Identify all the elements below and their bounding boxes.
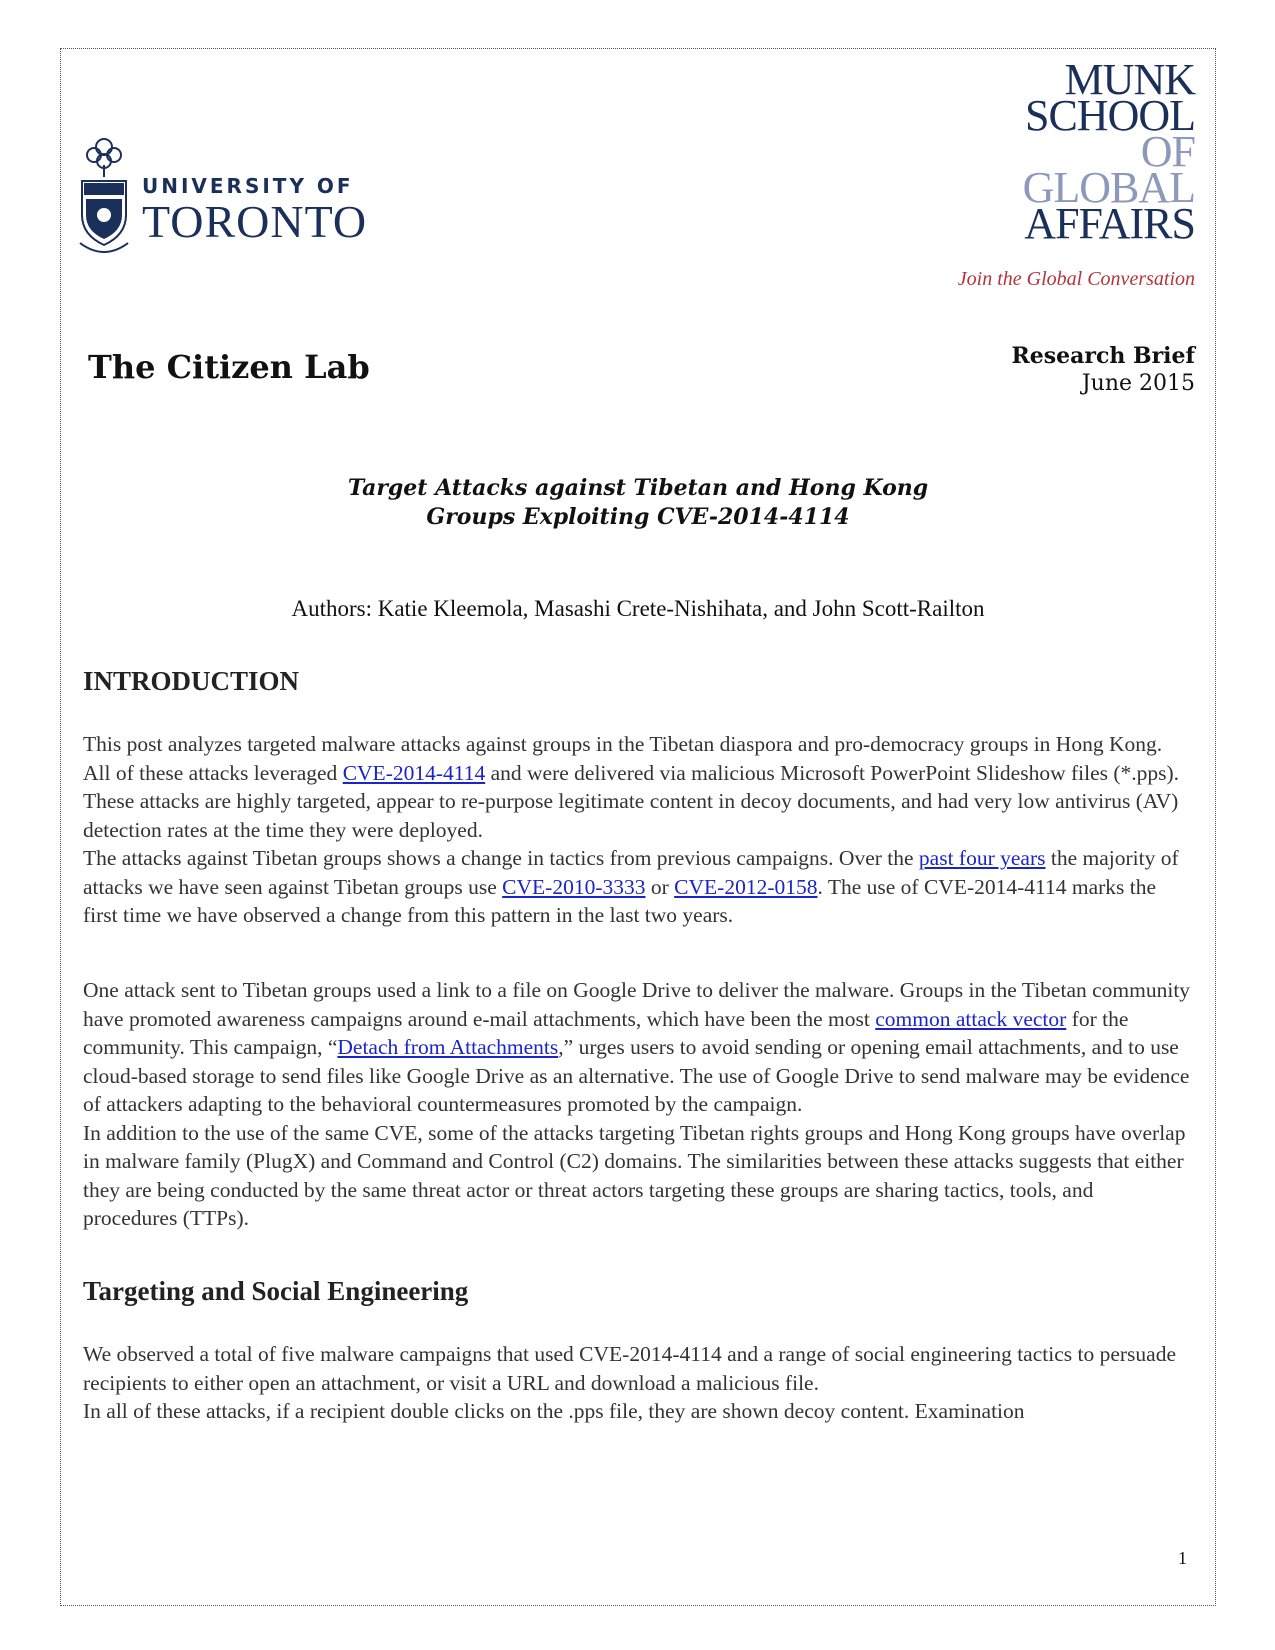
authors: Authors: Katie Kleemola, Masashi Crete-Nishihata, and John Scott-Railton bbox=[291, 596, 985, 621]
brief-label: Research Brief bbox=[1011, 343, 1195, 369]
intro-heading: INTRODUCTION bbox=[83, 666, 300, 696]
p6-text: In all of these attacks, if a recipient double clicks on the .pps file, they are shown decoy content. Examination bbox=[83, 1399, 1025, 1423]
munk-line1: MUNK bbox=[1064, 55, 1195, 104]
p4-text: In addition to the use of the same CVE, some of the attacks targeting Tibetan rights groups and Hong Kong groups have overlap in malware family (PlugX) and Command and Control (C2) domains. The similarities between these attacks suggests that either they are being conducted by the same threat actor or threat actors targeting these groups are sharing tactics, tools, and procedures (TTPs). bbox=[83, 1120, 1186, 1230]
research-brief-block bbox=[1011, 342, 1195, 398]
intro-paragraph-2 bbox=[83, 976, 1193, 1233]
document-title bbox=[60, 474, 1216, 532]
intro-paragraph-1 bbox=[83, 730, 1193, 930]
link-cve-2010-3333[interactable]: CVE-2010-3333 bbox=[502, 874, 646, 899]
uoft-crest-icon bbox=[76, 135, 132, 260]
munk-tagline: Join the Global Conversation bbox=[957, 268, 1195, 290]
uoft-line2: TORONTO bbox=[142, 196, 368, 247]
munk-logo bbox=[1022, 55, 1195, 248]
munk-line5: AFFAIRS bbox=[1024, 199, 1195, 248]
link-cve-2012-0158[interactable]: CVE-2012-0158 bbox=[674, 874, 818, 899]
targeting-heading: Targeting and Social Engineering bbox=[83, 1276, 469, 1306]
link-detach-from-attachments[interactable]: Detach from Attachments bbox=[337, 1035, 559, 1059]
targeting-paragraph bbox=[83, 1340, 1193, 1426]
p3-text-c: ,” urges users to avoid sending or opening email attachments, and to use cloud-based storage to send files like Google Drive as an alternative. The use of Google Drive to send malware may be evidence of attackers adapting to the behavioral countermeasures promoted by the campaign. bbox=[83, 1035, 1190, 1116]
link-cve-2014-4114[interactable]: CVE-2014-4114 bbox=[342, 760, 486, 785]
title-line1: Target Attacks against Tibetan and Hong Kong bbox=[347, 475, 929, 501]
p3-text-b: for the community. This campaign, “ bbox=[83, 1006, 1129, 1059]
lab-title: The Citizen Lab bbox=[88, 348, 370, 386]
p2-text-d: . The use of CVE-2014-4114 marks the first time we have observed a change from this pattern in the last two years. bbox=[83, 874, 1157, 927]
page-number: 1 bbox=[1178, 1548, 1187, 1568]
p1-text-a: This post analyzes targeted malware attacks against groups in the Tibetan diaspora and pro-democracy groups in Hong Kong. All of these attacks leveraged bbox=[83, 732, 1163, 785]
uoft-wordmark bbox=[142, 174, 368, 247]
link-past-four-years[interactable]: past four years bbox=[918, 846, 1046, 870]
munk-line2: SCHOOL bbox=[1024, 91, 1195, 140]
p2-text-a: The attacks against Tibetan groups shows a change in tactics from previous campaigns. Over the bbox=[83, 846, 919, 870]
p2-text-b: the majority of attacks we have seen against Tibetan groups use bbox=[83, 846, 1179, 899]
link-common-attack-vector[interactable]: common attack vector bbox=[875, 1006, 1067, 1031]
munk-line4: GLOBAL bbox=[1022, 163, 1195, 212]
p3-text-a: One attack sent to Tibetan groups used a link to a file on Google Drive to deliver the malware. Groups in the Tibetan community have promoted awareness campaigns around e-mail attachments, which have been the most bbox=[83, 978, 1191, 1031]
title-line2: Groups Exploiting CVE-2014-4114 bbox=[426, 504, 850, 530]
p1-text-b: and were delivered via malicious Microsoft PowerPoint Slideshow files (*.pps). These attacks are highly targeted, appear to re-purpose legitimate content in decoy documents, and had very low antivirus (AV) detection rates at the time they were deployed. bbox=[83, 760, 1180, 842]
uoft-line1: UNIVERSITY OF bbox=[142, 174, 354, 198]
p5-text: We observed a total of five malware campaigns that used CVE-2014-4114 and a range of social engineering tactics to persuade recipients to either open an attachment, or visit a URL and download a malicious file. bbox=[83, 1342, 1176, 1395]
p2-text-c: or bbox=[645, 874, 675, 899]
munk-line3: OF bbox=[1140, 127, 1195, 176]
brief-date: June 2015 bbox=[1081, 371, 1195, 396]
